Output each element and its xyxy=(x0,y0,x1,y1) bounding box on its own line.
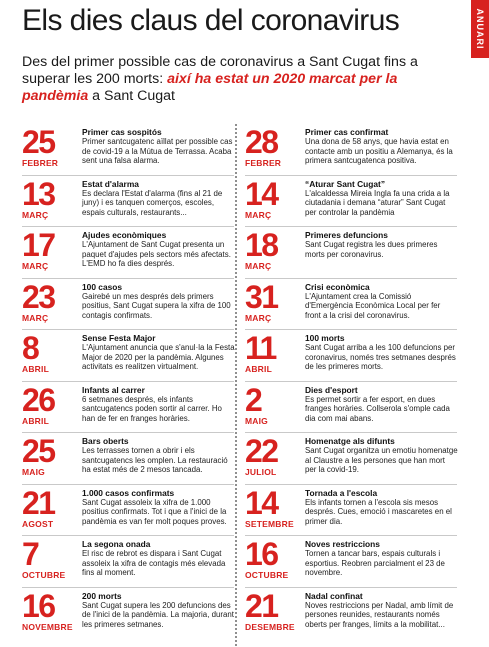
lead-text-end: a Sant Cugat xyxy=(88,88,175,104)
event-day: 22 xyxy=(245,433,278,469)
event-title: 100 morts xyxy=(305,333,345,343)
event-date xyxy=(245,332,303,374)
event-title: 1.000 casos confirmats xyxy=(82,487,175,498)
event-day: 14 xyxy=(245,484,278,521)
event-day: 21 xyxy=(245,587,278,624)
lead-highlight: així ha estat un 2020 marcat per la pandèmia xyxy=(22,71,398,104)
timeline-grid xyxy=(22,124,478,647)
timeline-event xyxy=(245,279,457,331)
event-day: 8 xyxy=(22,330,39,366)
event-day: 17 xyxy=(22,227,55,263)
section-tab-label: ANUARI xyxy=(475,8,485,50)
section-tab xyxy=(471,0,489,58)
event-day: 16 xyxy=(22,587,55,624)
event-title: Primer cas sospitós xyxy=(82,127,162,137)
event-month: ABRIL xyxy=(22,364,49,374)
timeline-event xyxy=(22,485,234,537)
event-month: MARÇ xyxy=(245,209,272,220)
event-title: Tornada a l'escola xyxy=(305,487,378,498)
event-title: Primer cas confirmat xyxy=(305,127,389,137)
event-month: OCTUBRE xyxy=(22,570,66,580)
event-title: Estat d'alarma xyxy=(82,178,139,189)
event-date xyxy=(245,538,303,580)
event-description: L'alcaldessa Mireia Ingla fa una crida a la ciutadania i demana “aturar” Sant Cugat per controlar la pandèmia xyxy=(305,188,450,217)
event-date xyxy=(22,229,80,271)
event-month: ABRIL xyxy=(22,415,49,426)
event-description: Sant Cugat assoleix la xifra de 1.000 positius confirmats. Tot i que a l'inici de la pandèmia es van fer molt poques proves. xyxy=(82,497,227,526)
event-description: El risc de rebrot es dispara i Sant Cugat assoleix la xifra de contagis més elevada fins al moment. xyxy=(82,549,226,578)
event-day: 25 xyxy=(22,433,55,469)
event-description: Les terrasses tornen a obrir i els santcugatencs les omplen. La restauració ha estat més de 2 mesos tancada. xyxy=(82,446,228,475)
event-month: FEBRER xyxy=(245,158,282,168)
timeline-event xyxy=(22,176,234,228)
event-description: L'Ajuntament de Sant Cugat presenta un paquet d'ajudes pels sectors més afectats. L'EMD ho fa dies després. xyxy=(82,240,231,269)
event-description: Els infants tornen a l'escola sis mesos després. Cues, emoció i mascaretes en el primer dia. xyxy=(305,497,452,526)
event-description: Sant Cugat organitza un emotiu homenatge al Claustre a les persones que han mort per la covid-19. xyxy=(305,446,458,475)
event-day: 21 xyxy=(22,484,55,521)
event-description: Es declara l'Estat d'alarma (fins al 21 de juny) i es tanquen comerços, escoles, espais culturals, restaurants... xyxy=(82,188,223,217)
event-day: 13 xyxy=(22,175,55,212)
event-title: Infants al carrer xyxy=(82,384,145,395)
timeline-event xyxy=(245,124,457,176)
event-day: 31 xyxy=(245,278,278,315)
event-day: 23 xyxy=(22,278,55,315)
event-description: Es permet sortir a fer esport, en dues franges horàries. Collserola s'omple cada dia com mai abans. xyxy=(305,394,450,423)
event-description: Primer santcugatenc aïllat per possible cas de covid-19 a la Mútua de Terrassa. Acaba sent una falsa alarma. xyxy=(82,137,233,166)
event-description: Noves restriccions per Nadal, amb límit de persones reunides, restaurants només oberts per franges, límits a la mobilitat... xyxy=(305,600,454,629)
lead-text-start: Des del primer possible cas de coronavirus a Sant Cugat fins a superar les 200 morts: xyxy=(22,54,418,87)
event-month: MAIG xyxy=(245,415,268,426)
event-month: OCTUBRE xyxy=(245,570,289,580)
page-title: Els dies claus del coronavirus xyxy=(22,4,400,37)
timeline-event xyxy=(245,485,457,537)
event-title: 200 morts xyxy=(82,590,122,601)
event-date xyxy=(245,278,303,323)
event-date xyxy=(245,229,303,271)
event-title: Primeres defuncions xyxy=(305,230,388,240)
event-month: AGOST xyxy=(22,518,54,529)
event-month: DESEMBRE xyxy=(245,621,295,632)
event-date xyxy=(245,126,303,168)
timeline-event xyxy=(245,536,457,588)
event-month: MARÇ xyxy=(245,261,272,271)
event-day: 28 xyxy=(245,124,278,160)
timeline-event xyxy=(22,124,234,176)
timeline-event xyxy=(22,330,234,382)
event-title: Bars oberts xyxy=(82,436,129,446)
event-date xyxy=(245,381,303,426)
timeline-event xyxy=(22,536,234,588)
event-title: “Aturar Sant Cugat” xyxy=(305,178,386,189)
event-description: Gairebé un mes després dels primers positius, Sant Cugat supera la xifra de 100 contagis confirmats. xyxy=(82,291,231,320)
event-month: SETEMBRE xyxy=(245,518,294,529)
event-title: Nadal confinat xyxy=(305,590,363,601)
event-description: Sant Cugat supera les 200 defuncions des de l'inici de la pandèmia. La majoria, durant les primeres setmanes. xyxy=(82,600,234,629)
event-date xyxy=(22,175,80,220)
column-divider xyxy=(235,124,238,647)
event-day: 2 xyxy=(245,381,262,418)
event-month: MAIG xyxy=(22,467,45,477)
event-day: 7 xyxy=(22,536,39,572)
event-month: ABRIL xyxy=(245,364,272,374)
timeline-event xyxy=(245,176,457,228)
event-title: Homenatge als difunts xyxy=(305,436,395,446)
event-date xyxy=(245,484,303,529)
event-month: MARÇ xyxy=(22,209,49,220)
event-month: MARÇ xyxy=(22,312,49,323)
event-title: Ajudes econòmiques xyxy=(82,230,167,240)
timeline-event xyxy=(245,330,457,382)
event-date xyxy=(22,278,80,323)
event-description: L'Ajuntament crea la Comissió d'Emergència Econòmica Local per fer front a la crisi del coronavirus. xyxy=(305,291,441,320)
lead-paragraph xyxy=(22,54,467,105)
event-description: Tornen a tancar bars, espais culturals i esportius. Reobren parcialment el 23 de novembre. xyxy=(305,549,445,578)
event-description: Sant Cugat registra les dues primeres morts per coronavirus. xyxy=(305,240,438,259)
timeline-event xyxy=(245,588,457,640)
event-date xyxy=(22,435,80,477)
event-title: Dies d'esport xyxy=(305,384,358,395)
event-month: MARÇ xyxy=(245,312,272,323)
event-description: 6 setmanes després, els infants santcugatencs poden sortir al carrer. Ho han de fer en franges horàries. xyxy=(82,394,222,423)
event-month: MARÇ xyxy=(22,261,49,271)
timeline-event xyxy=(22,588,234,640)
event-date xyxy=(22,587,80,632)
timeline-event xyxy=(245,433,457,485)
timeline-event xyxy=(22,433,234,485)
event-date xyxy=(22,381,80,426)
event-day: 16 xyxy=(245,536,278,572)
event-description: Sant Cugat arriba a les 100 defuncions per coronavirus, només tres setmanes després de les primeres morts. xyxy=(305,343,456,372)
event-title: La segona onada xyxy=(82,539,151,549)
timeline-event xyxy=(245,227,457,279)
timeline-column-right xyxy=(245,124,457,639)
timeline-event xyxy=(22,227,234,279)
event-title: Noves restriccions xyxy=(305,539,380,549)
timeline-column-left xyxy=(22,124,234,639)
event-day: 25 xyxy=(22,124,55,160)
event-day: 14 xyxy=(245,175,278,212)
event-month: JULIOL xyxy=(245,467,277,477)
event-month: NOVEMBRE xyxy=(22,621,73,632)
timeline-event xyxy=(22,382,234,434)
event-date xyxy=(22,332,80,374)
event-day: 11 xyxy=(245,330,276,366)
timeline-event xyxy=(22,279,234,331)
event-date xyxy=(22,126,80,168)
event-title: Crisi econòmica xyxy=(305,281,370,292)
event-date xyxy=(22,484,80,529)
timeline-event xyxy=(245,382,457,434)
event-date xyxy=(245,435,303,477)
event-day: 18 xyxy=(245,227,278,263)
event-title: 100 casos xyxy=(82,281,123,292)
event-description: Una dona de 58 anys, que havia estat en contacte amb un positiu a Alemanya, és la primera santcugatenca positiva. xyxy=(305,137,453,166)
event-title: Sense Festa Major xyxy=(82,333,156,343)
event-date xyxy=(245,587,303,632)
event-month: FEBRER xyxy=(22,158,59,168)
event-day: 26 xyxy=(22,381,55,418)
event-description: L'Ajuntament anuncia que s'anul·la la Festa Major de 2020 per la pandèmia. Algunes activitats es realitzen virtualment. xyxy=(82,343,235,372)
event-date xyxy=(245,175,303,220)
event-date xyxy=(22,538,80,580)
